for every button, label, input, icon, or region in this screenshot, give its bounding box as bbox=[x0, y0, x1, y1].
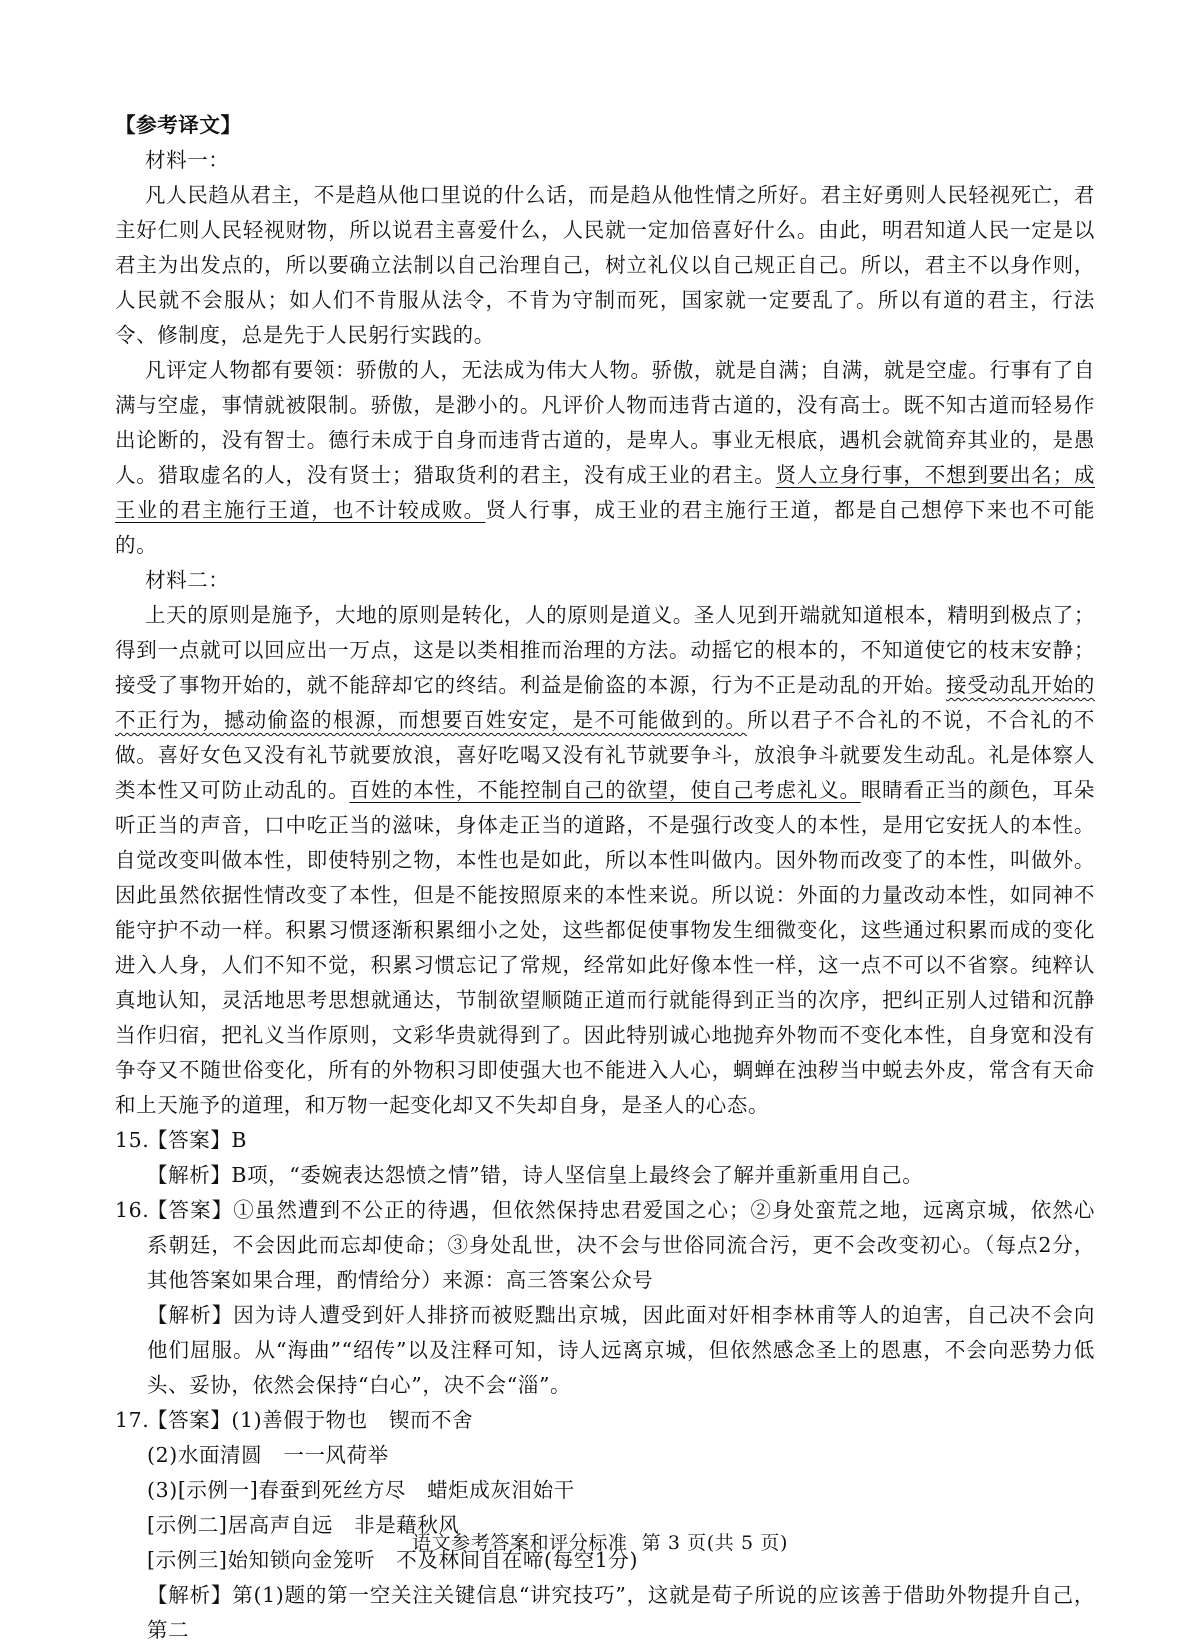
footer-title: 语文参考答案和评分标准 bbox=[412, 1532, 628, 1554]
material-one-paragraph-1: 凡人民趋从君主，不是趋从他口里说的什么话，而是趋从他性情之所好。君主好勇则人民轻视死亡，君主好仁则人民轻视财物，所以说君主喜爱什么，人民就一定加倍喜好什么。由此，明君知道人民一定是以君主为出发点的，所以要确立法制以自己治理自己，树立礼仪以自己规正自己。所以，君主不以身作则，人民就不会服从；如人们不肯服从法令，不肯为守制而死，国家就一定要乱了。所以有道的君主，行法令、修制度，总是先于人民躬行实践的。 bbox=[115, 183, 1095, 347]
material-one-paragraph-2 bbox=[115, 353, 1095, 563]
question-number: 17. bbox=[115, 1408, 150, 1432]
analysis: 【解析】第(1)题的第一空关注关键信息“讲究技巧”，这就是荀子所说的应该善于借助外物提升自己，第二 bbox=[147, 1583, 1095, 1642]
material-one-label: 材料一： bbox=[145, 148, 230, 172]
answer-line-4: [示例二]居高声自远 非是藉秋风 bbox=[147, 1513, 460, 1537]
paragraph-text: 眼睛看正当的颜色，耳朵听正当的声音，口中吃正当的滋味，身体走正当的道路，不是强行改变人的本性，是用它安抚人的本性。自觉改变叫做本性，即使特别之物，本性也是如此，所以本性叫做内。因外物而改变了的本性，叫做外。因此虽然依据性情改变了本性，但是不能按照原来的本性来说。所以说：外面的力量改动本性，如同神不能守护不动一样。积累习惯逐渐积累细小之处，这些都促使事物发生细微变化，这些通过积累而成的变化进入人身，人们不知不觉，积累习惯忘记了常规，经常如此好像本性一样，这一点不可以不省察。纯粹认真地认知，灵活地思考思想就通达，节制欲望顺随正道而行就能得到正当的次序，把纠正别人过错和沉静当作归宿，把礼义当作原则，文彩华贵就得到了。因此特别诚心地抛弃外物而不变化本性，自身宽和没有争夺又不随世俗变化，所有的外物积习即使强大也不能进入人心，蜩蝉在浊秽当中蜕去外皮，常含有天命和上天施予的道理，和万物一起变化却又不失却自身，是圣人的心态。 bbox=[115, 778, 1095, 1117]
answer: 【答案】①虽然遭到不公正的待遇，但依然保持忠君爱国之心；②身处蛮荒之地，远离京城，依然心系朝廷，不会因此而忘却使命；③身处乱世，决不会与世俗同流合污，更不会改变初心。（每点2分，其他答案如果合理，酌情给分）来源：高三答案公众号 bbox=[147, 1198, 1095, 1292]
question-number: 16. bbox=[115, 1198, 150, 1222]
wavy-underlined-sentence: 接受动乱开始的不正行为，撼动偷盗的根源，而想要百姓安定，是不可能做到的。 bbox=[115, 673, 1095, 732]
page-content bbox=[115, 108, 1095, 1648]
underlined-sentence: 贤人立身行事，不想到要出名；成王业的君主施行王道，也不计较成败。 bbox=[115, 463, 1095, 522]
answer-line-2: (2)水面清圆 一一风荷举 bbox=[147, 1443, 389, 1467]
underlined-sentence: 百姓的本性，不能控制自己的欲望，使自己考虑礼义。 bbox=[349, 778, 861, 802]
analysis: 【解析】因为诗人遭受到奸人排挤而被贬黜出京城，因此面对奸相李林甫等人的迫害，自己决不会向他们屈服。从“海曲”“绍传”以及注释可知，诗人远离京城，但依然感念圣上的恩惠，不会向恶势力低头、妥协，依然会保持“白心”，决不会“淄”。 bbox=[147, 1303, 1095, 1397]
answer-line-5: [示例三]始知锁向金笼听 不及林间自在啼(每空1分) bbox=[147, 1548, 639, 1572]
section-heading: 【参考译文】 bbox=[115, 113, 242, 137]
question-15 bbox=[115, 1123, 1095, 1193]
material-two-paragraph bbox=[115, 598, 1095, 1123]
answer: 【答案】B bbox=[147, 1128, 248, 1152]
answer: 【答案】(1)善假于物也 锲而不舍 bbox=[147, 1408, 474, 1432]
material-two-label: 材料二： bbox=[145, 568, 230, 592]
answer-line-3: (3)[示例一]春蚕到死丝方尽 蜡炬成灰泪始干 bbox=[147, 1478, 575, 1502]
footer-page-number: 第 3 页(共 5 页) bbox=[641, 1532, 788, 1554]
page-footer bbox=[0, 1528, 1200, 1555]
paragraph-text: 凡评定人物都有要领：骄傲的人，无法成为伟大人物。骄傲，就是自满；自满，就是空虚。行事有了自满与空虚，事情就被限制。骄傲，是渺小的。凡评价人物而违背古道的，没有高士。既不知古道而轻易作出论断的，没有智士。德行未成于自身而违背古道的，是卑人。事业无根底，遇机会就简弃其业的，是愚人。猎取虚名的人，没有贤士；猎取货利的君主，没有成王业的君主。 bbox=[115, 358, 1095, 487]
paragraph-text: 贤人行事，成王业的君主施行王道，都是自己想停下来也不可能的。 bbox=[115, 498, 1095, 557]
question-17 bbox=[115, 1403, 1095, 1648]
paragraph-text: 所以君子不合礼的不说，不合礼的不做。喜好女色又没有礼节就要放浪，喜好吃喝又没有礼节就要争斗，放浪争斗就要发生动乱。礼是体察人类本性又可防止动乱的。 bbox=[115, 708, 1095, 802]
analysis: 【解析】B项，“委婉表达怨愤之情”错，诗人坚信皇上最终会了解并重新重用自己。 bbox=[147, 1163, 924, 1187]
question-16 bbox=[115, 1193, 1095, 1403]
paragraph-text: 上天的原则是施予，大地的原则是转化，人的原则是道义。圣人见到开端就知道根本，精明到极点了；得到一点就可以回应出一万点，这是以类相推而治理的方法。动摇它的根本的，不知道使它的枝末安静；接受了事物开始的，就不能辞却它的终结。利益是偷盗的本源，行为不正是动乱的开始。 bbox=[115, 603, 1095, 697]
question-number: 15. bbox=[115, 1128, 150, 1152]
